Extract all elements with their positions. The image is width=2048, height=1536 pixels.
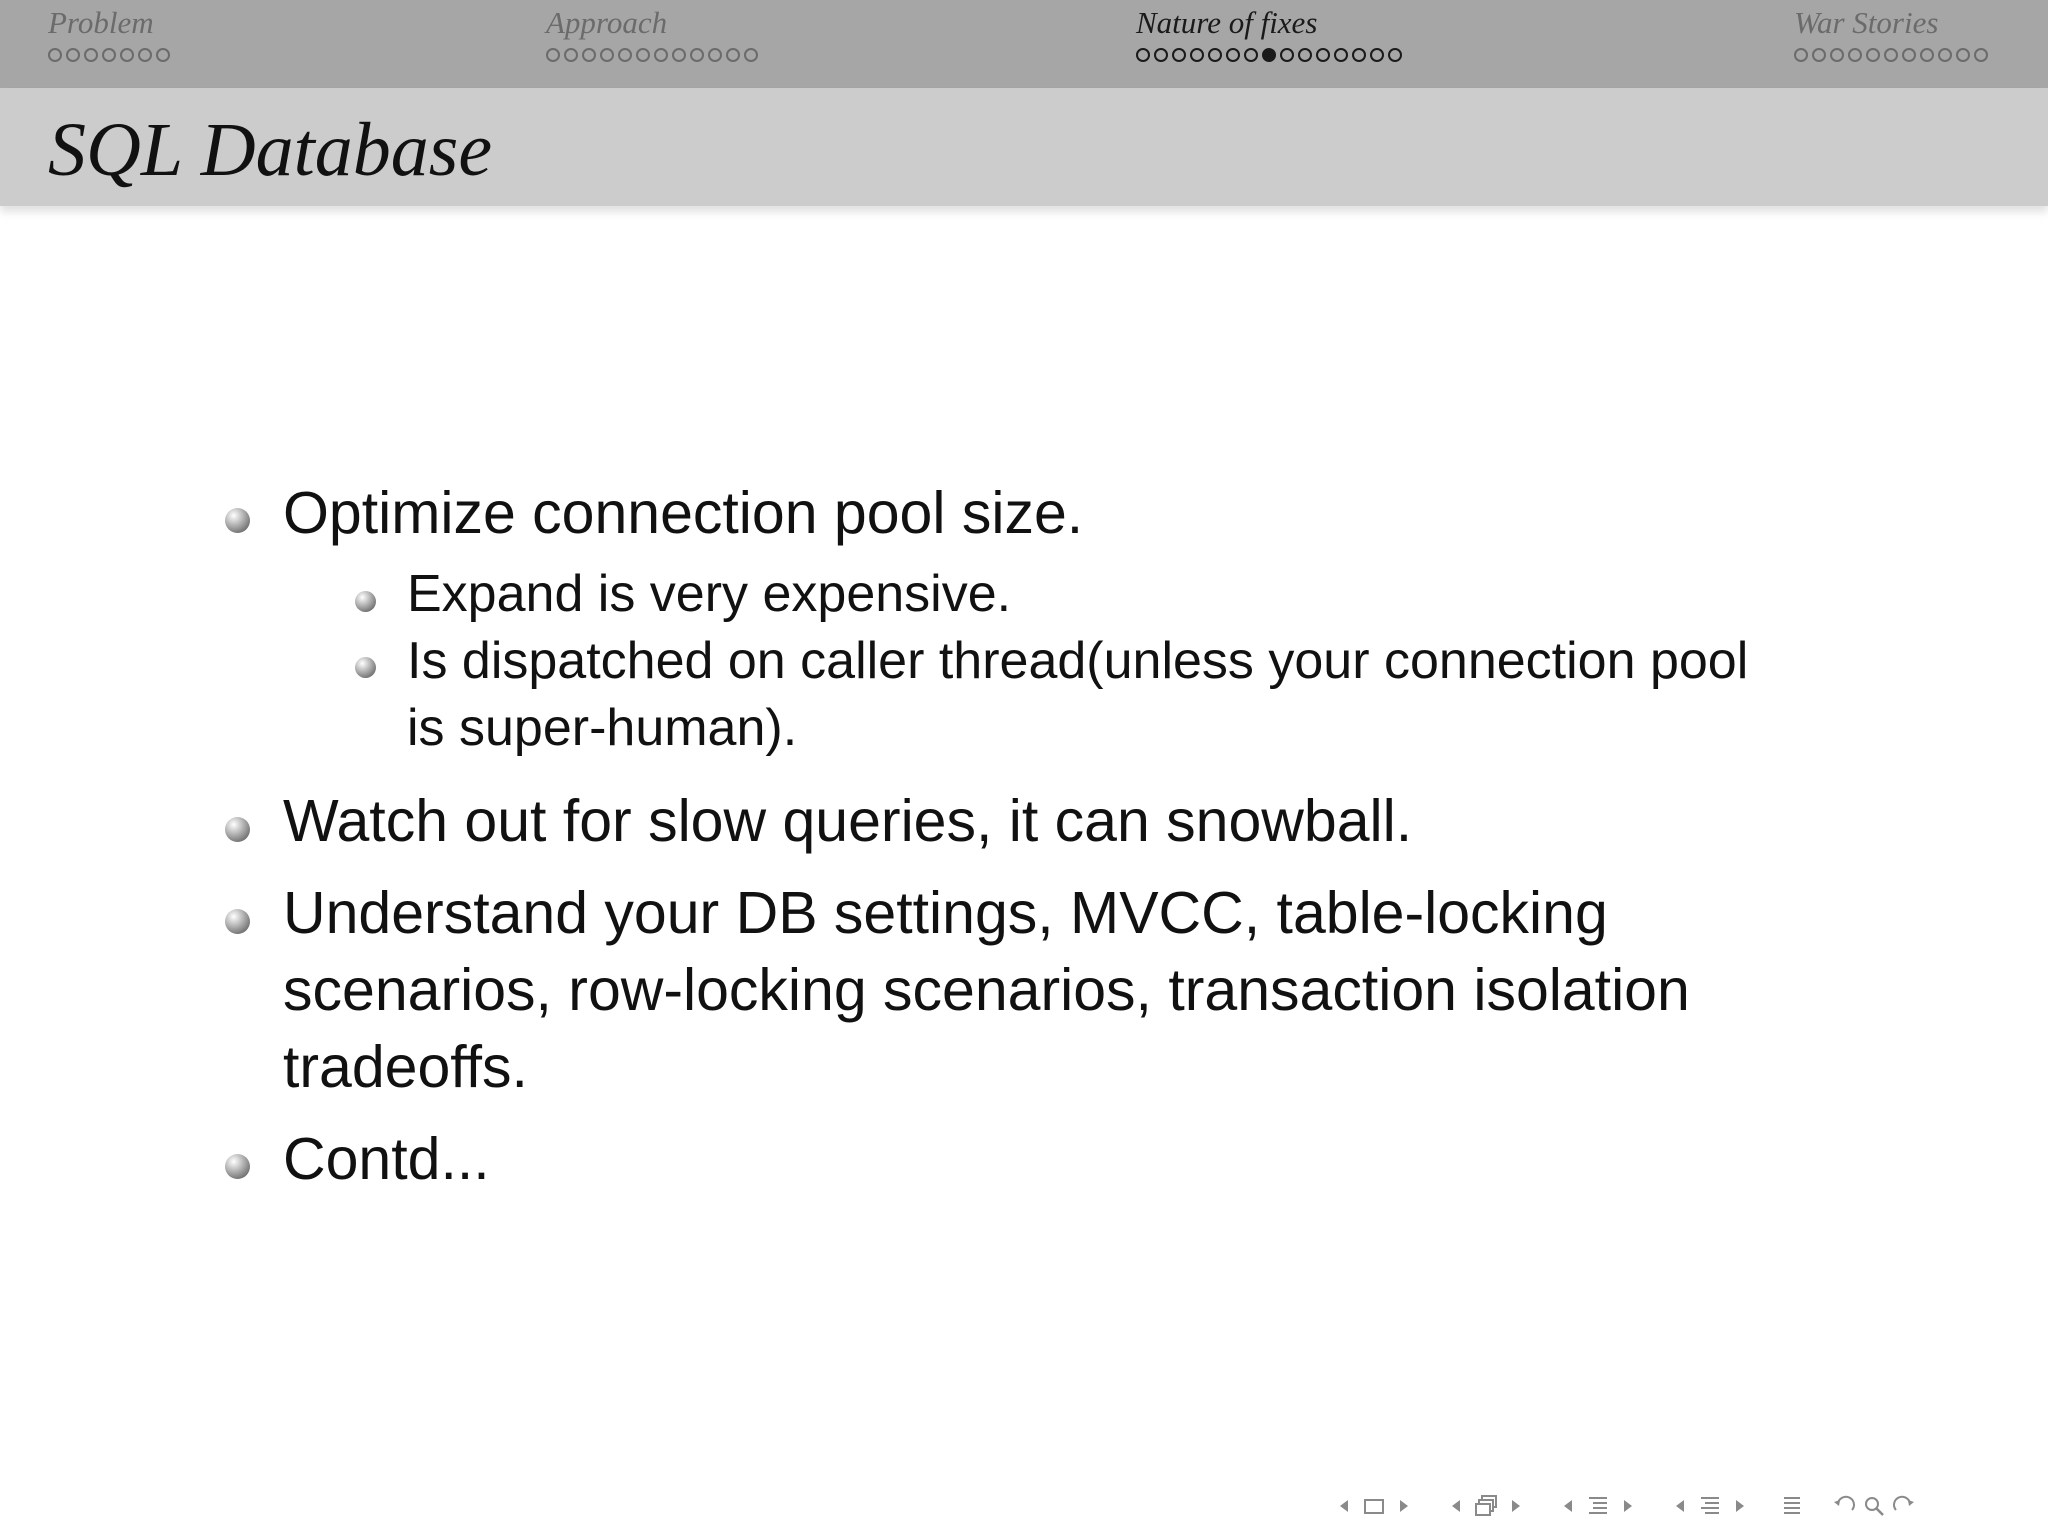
slide-dot[interactable] bbox=[1902, 48, 1916, 62]
nav-section-title[interactable]: Problem bbox=[48, 5, 154, 40]
nav-section-title[interactable]: War Stories bbox=[1794, 5, 1939, 40]
next-slide-icon[interactable] bbox=[1390, 1492, 1418, 1520]
slide-dot[interactable] bbox=[726, 48, 740, 62]
nav-section-war-stories[interactable] bbox=[1794, 4, 1988, 82]
nav-section-approach[interactable] bbox=[546, 4, 758, 82]
slide-dot[interactable] bbox=[600, 48, 614, 62]
slide-dot[interactable] bbox=[1352, 48, 1366, 62]
slide-dot[interactable] bbox=[1920, 48, 1934, 62]
section-navigation-bar bbox=[0, 0, 2048, 88]
bullet-ball-icon bbox=[225, 508, 250, 533]
slide-dot[interactable] bbox=[1298, 48, 1312, 62]
frame-title-bar bbox=[0, 88, 2048, 206]
slide-dot[interactable] bbox=[1172, 48, 1186, 62]
slide-dot[interactable] bbox=[546, 48, 560, 62]
next-frame-icon[interactable] bbox=[1502, 1492, 1530, 1520]
beamer-navigation-controls bbox=[1330, 1488, 1918, 1524]
slide-dot[interactable] bbox=[1794, 48, 1808, 62]
forward-icon[interactable] bbox=[1890, 1492, 1918, 1520]
bullet-text: Is dispatched on caller thread(unless your connection pool bbox=[407, 632, 1749, 690]
slide-dot[interactable] bbox=[84, 48, 98, 62]
slide-dot[interactable] bbox=[582, 48, 596, 62]
prev-subsection-icon[interactable] bbox=[1554, 1492, 1582, 1520]
slide-dot[interactable] bbox=[1830, 48, 1844, 62]
slide-dot[interactable] bbox=[1280, 48, 1294, 62]
nav-slide-dots bbox=[546, 48, 758, 62]
slide-dot[interactable] bbox=[636, 48, 650, 62]
prev-slide-icon[interactable] bbox=[1330, 1492, 1358, 1520]
nav-slide-dots bbox=[1136, 48, 1402, 62]
slide-dot[interactable] bbox=[1866, 48, 1880, 62]
section-nav-group bbox=[1666, 1492, 1754, 1520]
section-icon[interactable] bbox=[1696, 1492, 1724, 1520]
slide-icon[interactable] bbox=[1360, 1492, 1388, 1520]
slide-dot[interactable] bbox=[690, 48, 704, 62]
nav-slide-dots bbox=[48, 48, 170, 62]
nav-section-title[interactable]: Nature of fixes bbox=[1136, 5, 1318, 40]
next-subsection-icon[interactable] bbox=[1614, 1492, 1642, 1520]
bullet-text: tradeoffs. bbox=[283, 1034, 528, 1100]
slide-dot[interactable] bbox=[156, 48, 170, 62]
slide-dot[interactable] bbox=[1154, 48, 1168, 62]
slide-dot[interactable] bbox=[66, 48, 80, 62]
slide-dot[interactable] bbox=[1938, 48, 1952, 62]
slide-dot[interactable] bbox=[1244, 48, 1258, 62]
slide-dot[interactable] bbox=[138, 48, 152, 62]
subsection-icon[interactable] bbox=[1584, 1492, 1612, 1520]
bullet-ball-icon bbox=[225, 1154, 250, 1179]
bullet-text: Contd... bbox=[283, 1126, 490, 1192]
slide-dot[interactable] bbox=[120, 48, 134, 62]
bullet-text: scenarios, row-locking scenarios, transaction isolation bbox=[283, 957, 1690, 1023]
prev-frame-icon[interactable] bbox=[1442, 1492, 1470, 1520]
slide-dot[interactable] bbox=[1974, 48, 1988, 62]
slide-dot[interactable] bbox=[1316, 48, 1330, 62]
nav-slide-dots bbox=[1794, 48, 1988, 62]
bullet-text: Optimize connection pool size. bbox=[283, 480, 1084, 546]
page-title: SQL Database bbox=[48, 108, 493, 192]
slide-dot[interactable] bbox=[1370, 48, 1384, 62]
bullet-text: Watch out for slow queries, it can snowball. bbox=[283, 788, 1413, 854]
document-icon[interactable] bbox=[1778, 1492, 1806, 1520]
slide-dot[interactable] bbox=[1812, 48, 1826, 62]
frame-icon[interactable] bbox=[1472, 1492, 1500, 1520]
bullet-text: Understand your DB settings, MVCC, table-locking bbox=[283, 880, 1608, 946]
search-icon[interactable] bbox=[1860, 1492, 1888, 1520]
slide-dot[interactable] bbox=[672, 48, 686, 62]
bullet-ball-icon bbox=[355, 591, 376, 612]
slide-nav-group bbox=[1330, 1492, 1418, 1520]
bullet-ball-icon bbox=[225, 817, 250, 842]
nav-section-problem[interactable] bbox=[48, 4, 170, 82]
slide-dot[interactable] bbox=[1226, 48, 1240, 62]
nav-section-nature-of-fixes[interactable] bbox=[1136, 4, 1402, 82]
next-section-icon[interactable] bbox=[1726, 1492, 1754, 1520]
back-icon[interactable] bbox=[1830, 1492, 1858, 1520]
prev-section-icon[interactable] bbox=[1666, 1492, 1694, 1520]
bullet-ball-icon bbox=[225, 909, 250, 934]
history-nav-group bbox=[1830, 1492, 1918, 1520]
slide-dot[interactable] bbox=[1848, 48, 1862, 62]
slide-dot[interactable] bbox=[48, 48, 62, 62]
bullet-ball-icon bbox=[355, 657, 376, 678]
slide-dot[interactable] bbox=[1956, 48, 1970, 62]
slide-dot[interactable] bbox=[1208, 48, 1222, 62]
slide-dot[interactable] bbox=[1884, 48, 1898, 62]
document-nav-group bbox=[1778, 1492, 1806, 1520]
bullet-text: is super-human). bbox=[407, 699, 798, 757]
slide-dot[interactable] bbox=[618, 48, 632, 62]
slide-dot[interactable] bbox=[1190, 48, 1204, 62]
slide-dot[interactable] bbox=[1136, 48, 1150, 62]
slide-dot[interactable] bbox=[744, 48, 758, 62]
subsection-nav-group bbox=[1554, 1492, 1642, 1520]
bullet-text: Expand is very expensive. bbox=[407, 565, 1012, 623]
slide-dot[interactable] bbox=[1334, 48, 1348, 62]
slide-dot[interactable] bbox=[654, 48, 668, 62]
slide-dot[interactable] bbox=[1388, 48, 1402, 62]
slide-dot[interactable] bbox=[564, 48, 578, 62]
nav-section-title[interactable]: Approach bbox=[546, 5, 668, 40]
slide-dot[interactable] bbox=[708, 48, 722, 62]
current-slide-dot[interactable] bbox=[1262, 48, 1276, 62]
slide-dot[interactable] bbox=[102, 48, 116, 62]
frame-nav-group bbox=[1442, 1492, 1530, 1520]
